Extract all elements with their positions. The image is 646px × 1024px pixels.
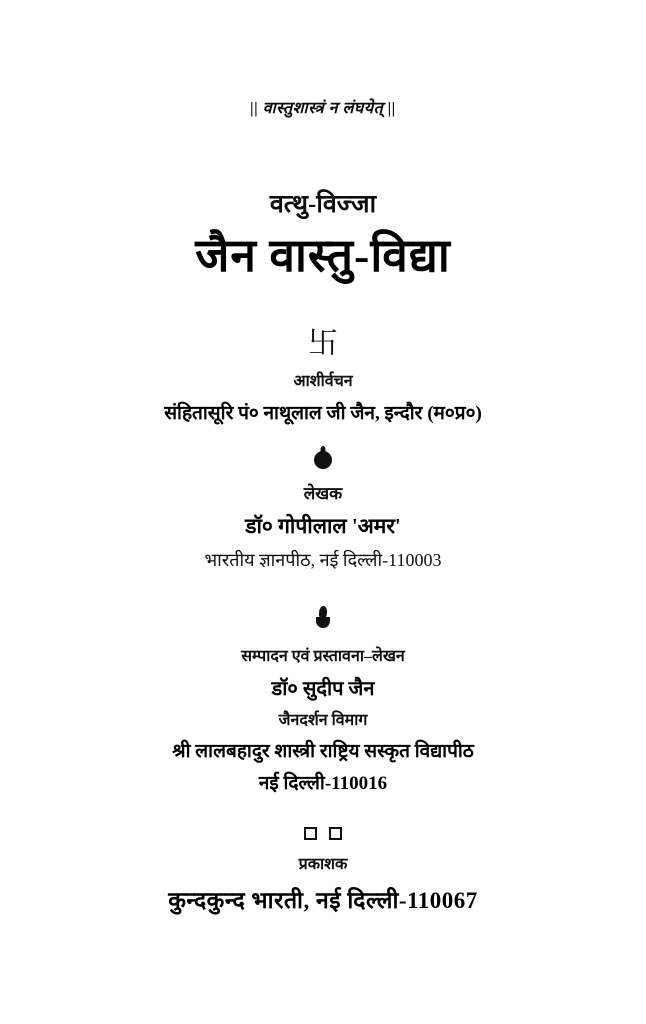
editor-name: डॉ० सुदीप जैन: [271, 677, 375, 700]
alternate-title: वत्थु-विज्जा: [269, 191, 377, 218]
editor-city: नई दिल्ली-110016: [258, 772, 388, 794]
publisher-label: प्रकाशक: [298, 855, 348, 873]
ornament-icon: [314, 451, 332, 469]
author-label: लेखक: [303, 483, 343, 503]
lamp-icon: [316, 606, 330, 628]
lamp-bowl-icon: [316, 617, 330, 628]
square-ornament-group: [304, 827, 342, 840]
swastika-icon: 卐: [308, 325, 338, 361]
page-title: जैन वास्तु-विद्या: [195, 230, 451, 281]
blessing-name: संहितासूरि पं० नाथूलाल जी जैन, इन्दौर (म०प्र०): [164, 402, 482, 424]
author-name: डॉ० गोपीलाल 'अमर': [245, 513, 401, 538]
editor-institute: श्री लालबहादुर शास्त्री राष्ट्रिय सस्कृत विद्यापीठ: [172, 740, 474, 762]
square-ornament-icon: [304, 827, 317, 840]
author-affiliation: भारतीय ज्ञानपीठ, नई दिल्ली-110003: [204, 549, 442, 570]
editor-label: सम्पादन एवं प्रस्तावना–लेखन: [241, 647, 405, 665]
epigraph-line: || वास्तुशास्त्रं न लंघयेत् ||: [250, 100, 396, 117]
swastika-icon-wrap: [308, 327, 338, 361]
blessing-label: आशीर्वचन: [293, 372, 353, 390]
editor-department: जैनदर्शन विमाग: [278, 711, 368, 729]
square-ornament-icon: [329, 827, 342, 840]
publisher-name: कुन्दकुन्द भारती, नई दिल्ली-110067: [168, 887, 478, 913]
